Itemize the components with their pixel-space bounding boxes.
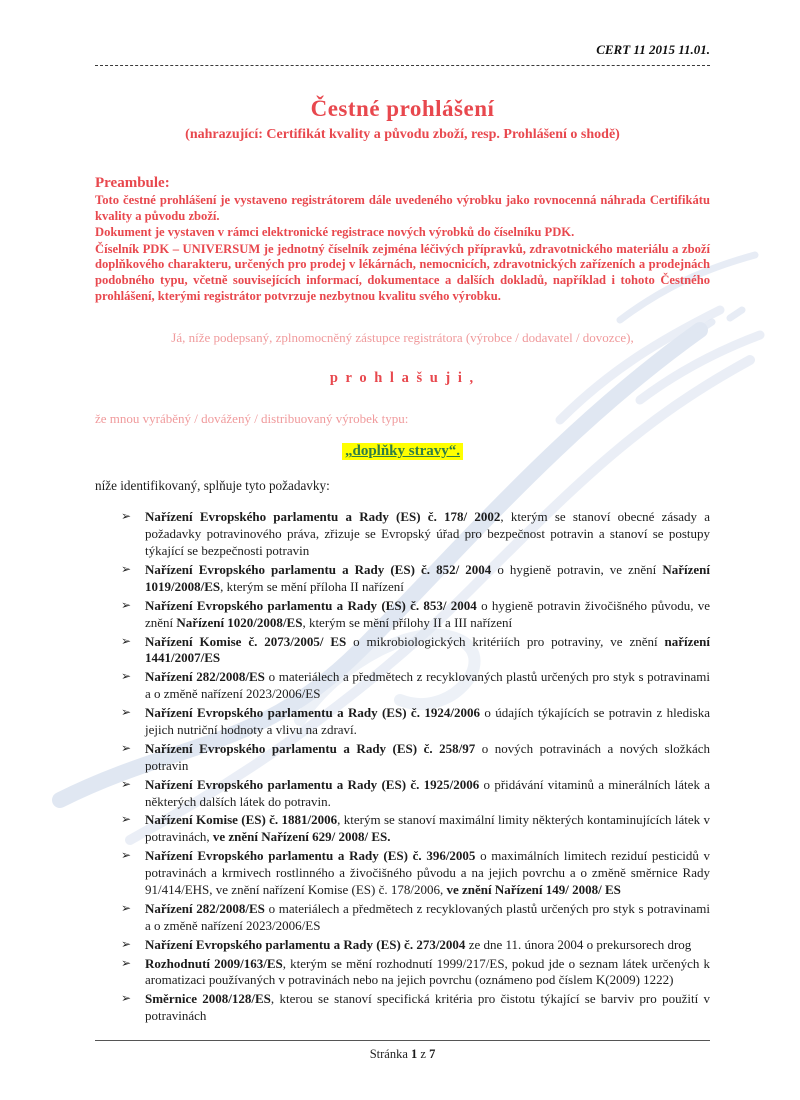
requirement-item <box>121 669 710 703</box>
requirement-item <box>121 956 710 990</box>
requirement-text: Nařízení 282/2008/ES o materiálech a předmětech z recyklovaných plastů určených pro styk s potravinami a o změně nařízení 2023/2006/ES <box>145 900 710 933</box>
arrow-bullet-icon: ➢ <box>121 597 132 612</box>
requirements-list <box>95 509 710 1025</box>
preamble-paragraph: Toto čestné prohlášení je vystaveno registrátorem dále uvedeného výrobku jako rovnocenná náhrada Certifikátu kvality a původu zboží. <box>95 193 710 223</box>
page-title: Čestné prohlášení <box>310 96 495 121</box>
arrow-bullet-icon: ➢ <box>121 740 132 755</box>
requirement-text: Nařízení Evropského parlamentu a Rady (ES) č. 853/ 2004 o hygieně potravin živočišného původu, ve znění Nařízení 1020/2008/ES, kterým se mění přílohy II a III nařízení <box>145 597 710 630</box>
requirement-item <box>121 812 710 846</box>
arrow-bullet-icon: ➢ <box>121 776 132 791</box>
requirement-item <box>121 705 710 739</box>
footer-prefix: Stránka <box>369 1047 411 1061</box>
requirement-item <box>121 562 710 596</box>
requirement-text: Nařízení 282/2008/ES o materiálech a předmětech z recyklovaných plastů určených pro styk s potravinami a o změně nařízení 2023/2006/ES <box>145 669 710 702</box>
requirement-item <box>121 991 710 1025</box>
requirement-text: Nařízení Komise (ES) č. 1881/2006, kterým se stanoví maximální limity některých kontaminujících látek v potravinách, ve znění Nařízení 629/ 2008/ ES. <box>145 812 711 845</box>
arrow-bullet-icon: ➢ <box>121 812 132 827</box>
requirement-text: Nařízení Evropského parlamentu a Rady (ES) č. 258/97 o nových potravinách a nových složkách potravin <box>145 740 711 773</box>
arrow-bullet-icon: ➢ <box>121 561 132 576</box>
arrow-bullet-icon: ➢ <box>121 509 132 524</box>
footer-separator: z <box>417 1047 430 1061</box>
requirement-text: Rozhodnutí 2009/163/ES, kterým se mění rozhodnutí 1999/217/ES, pokud jde o seznam látek určených k aromatizaci používaných v potravinách nebo na jejich povrchu (oznámeno pod číslem K(2009) 1222) <box>145 955 710 988</box>
preamble-paragraph: Číselník PDK – UNIVERSUM je jednotný číselník zejména léčivých přípravků, zdravotnického materiálu a zboží doplňkového charakteru, určených pro prodej v lékárnách, nemocnicích, zdravotnických zařízeních a prodejnách podobného typu, včetně souvisejících informací, dokumentace a dalších dokladů, například i tohoto Čestného prohlášení, kterými registrátor potvrzuje nezbytnou kvalitu svého výrobku. <box>95 241 710 303</box>
document-reference: CERT 11 2015 11.01. <box>596 42 710 57</box>
requirement-item <box>121 848 710 899</box>
requirement-item <box>121 634 710 668</box>
requirement-item <box>121 509 710 560</box>
requirement-text: Nařízení Evropského parlamentu a Rady (ES) č. 1925/2006 o přidávání vitaminů a minerálních látek a některých dalších látek do potravin. <box>145 776 711 809</box>
requirement-item <box>121 901 710 935</box>
requirement-item <box>121 777 710 811</box>
arrow-bullet-icon: ➢ <box>121 991 132 1006</box>
footer-text <box>95 1047 710 1062</box>
requirement-item <box>121 937 710 954</box>
arrow-bullet-icon: ➢ <box>121 900 132 915</box>
footer-divider <box>95 1040 710 1041</box>
requirement-text: Směrnice 2008/128/ES, kterou se stanoví specifická kritéria pro čistotu týkající se barviv pro použití v potravinách <box>145 991 710 1024</box>
requirements-intro: níže identifikovaný, splňuje tyto požadavky: <box>95 478 330 494</box>
footer-page-number: 1 <box>411 1047 418 1061</box>
requirement-text: Nařízení Evropského parlamentu a Rady (ES) č. 852/ 2004 o hygieně potravin, ve znění Nařízení 1019/2008/ES, kterým se mění příloha II nařízení <box>145 561 710 594</box>
product-type-line: že mnou vyráběný / dovážený / distribuovaný výrobek typu: <box>95 411 409 427</box>
requirement-item <box>121 741 710 775</box>
arrow-bullet-icon: ➢ <box>121 848 132 863</box>
preamble-heading: Preambule: <box>95 175 170 191</box>
arrow-bullet-icon: ➢ <box>121 705 132 720</box>
declaration-intro: Já, níže podepsaný, zplnomocněný zástupce registrátora (výrobce / dodavatel / dovozce), <box>171 330 634 346</box>
declaration-verb: p r o h l a š u j i , <box>329 370 476 387</box>
requirement-text: Nařízení Evropského parlamentu a Rady (ES) č. 1924/2006 o údajích týkajících se potravin z hlediska jejich nutriční hodnoty a vlivu na zdraví. <box>145 705 711 737</box>
requirement-item <box>121 598 710 632</box>
requirement-text: Nařízení Komise č. 2073/2005/ ES o mikrobiologických kritériích pro potraviny, ve znění nařízení 1441/2007/ES <box>145 633 710 666</box>
arrow-bullet-icon: ➢ <box>121 936 132 951</box>
page-footer <box>95 1040 710 1062</box>
arrow-bullet-icon: ➢ <box>121 955 132 970</box>
product-type-wrap <box>95 442 710 460</box>
arrow-bullet-icon: ➢ <box>121 669 132 684</box>
product-type-highlight: „doplňky stravy“. <box>342 443 463 460</box>
requirement-text: Nařízení Evropského parlamentu a Rady (ES) č. 273/2004 ze dne 11. února 2004 o prekursorech drog <box>145 936 692 952</box>
header-divider <box>95 65 710 66</box>
arrow-bullet-icon: ➢ <box>121 633 132 648</box>
preamble-paragraph: Dokument je vystaven v rámci elektronické registrace nových výrobků do číselníku PDK. <box>95 225 575 240</box>
page-subtitle: (nahrazující: Certifikát kvality a původu zboží, resp. Prohlášení o shodě) <box>185 127 620 142</box>
footer-total-pages: 7 <box>429 1047 436 1061</box>
requirement-text: Nařízení Evropského parlamentu a Rady (ES) č. 396/2005 o maximálních limitech reziduí pesticidů v potravinách a krmivech rostlinného a živočišného původu a na jejich povrchu a o změně směrnice Rady 91/414/EHS, ve znění nařízení Komise (ES) č. 178/2006, ve znění Nařízení 149/ 2008/ ES <box>145 848 711 897</box>
requirement-text: Nařízení Evropského parlamentu a Rady (ES) č. 178/ 2002, kterým se stanoví obecné zásady a požadavky potravinového práva, zřizuje se Evropský úřad pro bezpečnost potravin a stanoví se postupy týkající se bezpečnosti potravin <box>145 509 711 559</box>
